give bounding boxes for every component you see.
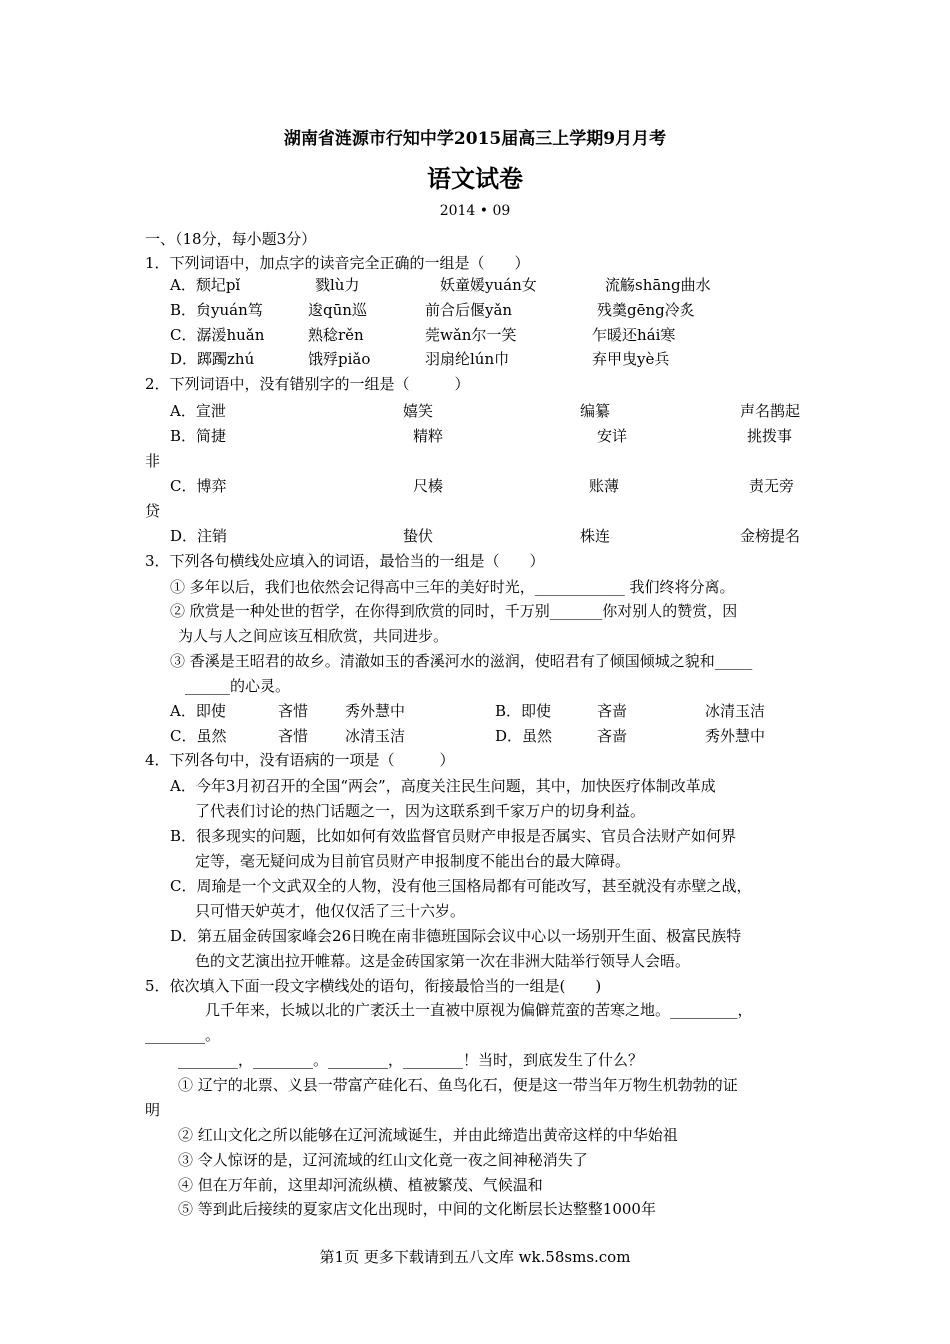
q3-opt-b-3: 冰清玉洁 xyxy=(705,702,766,720)
q3-opt-c-3: 冰清玉洁 xyxy=(345,727,406,745)
q4-option-a-cont: 了代表们讨论的热门话题之一，因为这联系到千家万户的切身利益。 xyxy=(195,802,646,820)
q4-option-c: C．周瑜是一个文武双全的人物，没有他三国格局都有可能改写，甚至就没有赤壁之战， xyxy=(170,877,752,895)
q3-opt-d-1: D．虽然 xyxy=(495,727,553,745)
q4-option-d: D．第五届金砖国家峰会26日晚在南非德班国际会议中心以一场别开生面、极富民族特 xyxy=(170,927,742,945)
q2-d-3: 株连 xyxy=(580,527,611,545)
q5-item-1: ① 辽宁的北票、义县一带富产硅化石、鱼鸟化石，便是这一带当年万物生机勃勃的证 xyxy=(178,1076,738,1094)
q4-option-b-cont: 定等，毫无疑问成为目前官员财产申报制度不能出台的最大障碍。 xyxy=(195,852,631,870)
q2-d-2: 蛰伏 xyxy=(403,527,434,545)
q2-d-4: 金榜提名 xyxy=(740,527,801,545)
q2-c-2: 尺楱 xyxy=(413,477,444,495)
q2-b-wrap: 非 xyxy=(145,452,161,470)
q1-stem: 1．下列词语中，加点字的读音完全正确的一组是（ ） xyxy=(145,254,530,272)
q3-stem: 3．下列各句横线处应填入的词语，最恰当的一组是（ ） xyxy=(145,552,545,570)
q1-d-3: 羽扇纶lún巾 xyxy=(425,350,510,368)
q3-sentence-3: ③ 香溪是王昭君的故乡。清澈如玉的香溪河水的滋润，使昭君有了倾国倾城之貌和_____ xyxy=(170,652,753,670)
q5-item-4: ④ 但在万年前，这里却河流纵横、植被繁茂、气候温和 xyxy=(178,1176,543,1194)
q5-item-5: ⑤ 等到此后接续的夏家店文化出现时，中间的文化断层长达整整1000年 xyxy=(178,1200,656,1218)
q1-b-1: B．贠yuán笃 xyxy=(170,301,263,319)
q4-option-d-cont: 色的文艺演出拉开帷幕。这是金砖国家第一次在非洲大陆举行领导人会晤。 xyxy=(195,952,691,970)
q2-a-1: A．宣泄 xyxy=(170,402,226,420)
q1-b-3: 前合后偃yǎn xyxy=(425,301,513,319)
q4-option-c-cont: 只可惜天妒英才，他仅仅活了三十六岁。 xyxy=(195,902,466,920)
q1-b-2: 逡qūn巡 xyxy=(308,301,367,319)
q3-sentence-2-cont: 为人与人之间应该互相欣赏，共同进步。 xyxy=(178,627,449,645)
q5-item-3: ③ 令人惊讶的是，辽河流域的红山文化竟一夜之间神秘消失了 xyxy=(178,1151,588,1169)
q3-opt-a-2: 吝惜 xyxy=(278,702,309,720)
q2-b-4: 挑拨事 xyxy=(747,427,793,445)
q1-c-4: 乍暖还hái寒 xyxy=(592,326,676,344)
q5-passage-3: ________，________。________，________！当时，到底发生了什么？ xyxy=(178,1051,644,1069)
q2-b-2: 精粹 xyxy=(413,427,444,445)
q2-stem: 2．下列词语中，没有错别字的一组是（ ） xyxy=(145,375,470,393)
q4-option-b: B．很多现实的问题，比如如何有效监督官员财产申报是否属实、官员合法财产如何界 xyxy=(170,827,737,845)
document-date: 2014 • 09 xyxy=(439,203,511,219)
q1-c-1: C．潺湲huǎn xyxy=(170,326,265,344)
q4-stem: 4．下列各句中，没有语病的一项是（ ） xyxy=(145,751,455,769)
q1-c-3: 莞wǎn尔一笑 xyxy=(425,326,517,344)
q3-opt-a-3: 秀外慧中 xyxy=(345,702,406,720)
q1-a-2: 戮lù力 xyxy=(315,276,360,294)
q1-d-2: 饿殍piǎo xyxy=(308,350,371,368)
q5-item-1-cont: 明 xyxy=(145,1101,161,1119)
document-subtitle: 语文试卷 xyxy=(427,164,523,193)
q2-a-3: 编纂 xyxy=(580,402,611,420)
q3-sentence-2: ② 欣赏是一种处世的哲学，在你得到欣赏的同时，千万别_______你对别人的赞赏，因 xyxy=(170,602,738,620)
q1-a-4: 流觞shāng曲水 xyxy=(605,276,711,294)
q1-b-4: 残羹gēng冷炙 xyxy=(597,301,695,319)
q2-b-1: B．简捷 xyxy=(170,427,227,445)
q5-passage-2: ________。 xyxy=(145,1026,221,1044)
section-heading: 一、（18分，每小题3分） xyxy=(145,230,317,248)
q2-b-3: 安详 xyxy=(597,427,628,445)
q3-opt-d-2: 吝啬 xyxy=(597,727,628,745)
q1-d-4: 弃甲曳yè兵 xyxy=(592,350,670,368)
q2-c-3: 账薄 xyxy=(589,477,620,495)
q3-opt-b-1: B．即使 xyxy=(495,702,552,720)
q5-passage-1: 几千年来，长城以北的广袤沃土一直被中原视为偏僻荒蛮的苦寒之地。_________， xyxy=(205,1001,753,1019)
q2-a-2: 嬉笑 xyxy=(403,402,434,420)
document-title: 湖南省涟源市行知中学2015届高三上学期9月月考 xyxy=(283,129,667,149)
q2-a-4: 声名鹊起 xyxy=(740,402,801,420)
q1-a-1: A．颓圮pǐ xyxy=(170,276,241,294)
q4-option-a: A．今年3月初召开的全国“两会”，高度关注民生问题，其中，加快医疗体制改革成 xyxy=(170,777,716,795)
q3-sentence-1: ① 多年以后，我们也依然会记得高中三年的美好时光，____________ 我们终将分离。 xyxy=(170,578,735,596)
page-footer: 第1页 更多下载请到五八文库 wk.58sms.com xyxy=(319,1248,631,1266)
q1-d-1: D．踯躅zhú xyxy=(170,350,255,368)
q2-c-1: C．博弈 xyxy=(170,477,227,495)
q3-opt-c-2: 吝惜 xyxy=(278,727,309,745)
q3-opt-a-1: A．即使 xyxy=(170,702,226,720)
q3-opt-b-2: 吝啬 xyxy=(597,702,628,720)
q3-opt-c-1: C．虽然 xyxy=(170,727,227,745)
q5-stem: 5．依次填入下面一段文字横线处的语句，衔接最恰当的一组是( ) xyxy=(145,977,602,995)
q1-a-3: 妖童媛yuán女 xyxy=(440,276,537,294)
q2-d-1: D．注销 xyxy=(170,527,228,545)
q2-c-wrap: 贷 xyxy=(145,502,161,520)
q1-c-2: 熟稔rěn xyxy=(308,326,364,344)
q3-opt-d-3: 秀外慧中 xyxy=(705,727,766,745)
q2-c-4: 责无旁 xyxy=(749,477,795,495)
q5-item-2: ② 红山文化之所以能够在辽河流域诞生，并由此缔造出黄帝这样的中华始祖 xyxy=(178,1126,678,1144)
q3-sentence-3-cont: ______的心灵。 xyxy=(185,677,291,695)
